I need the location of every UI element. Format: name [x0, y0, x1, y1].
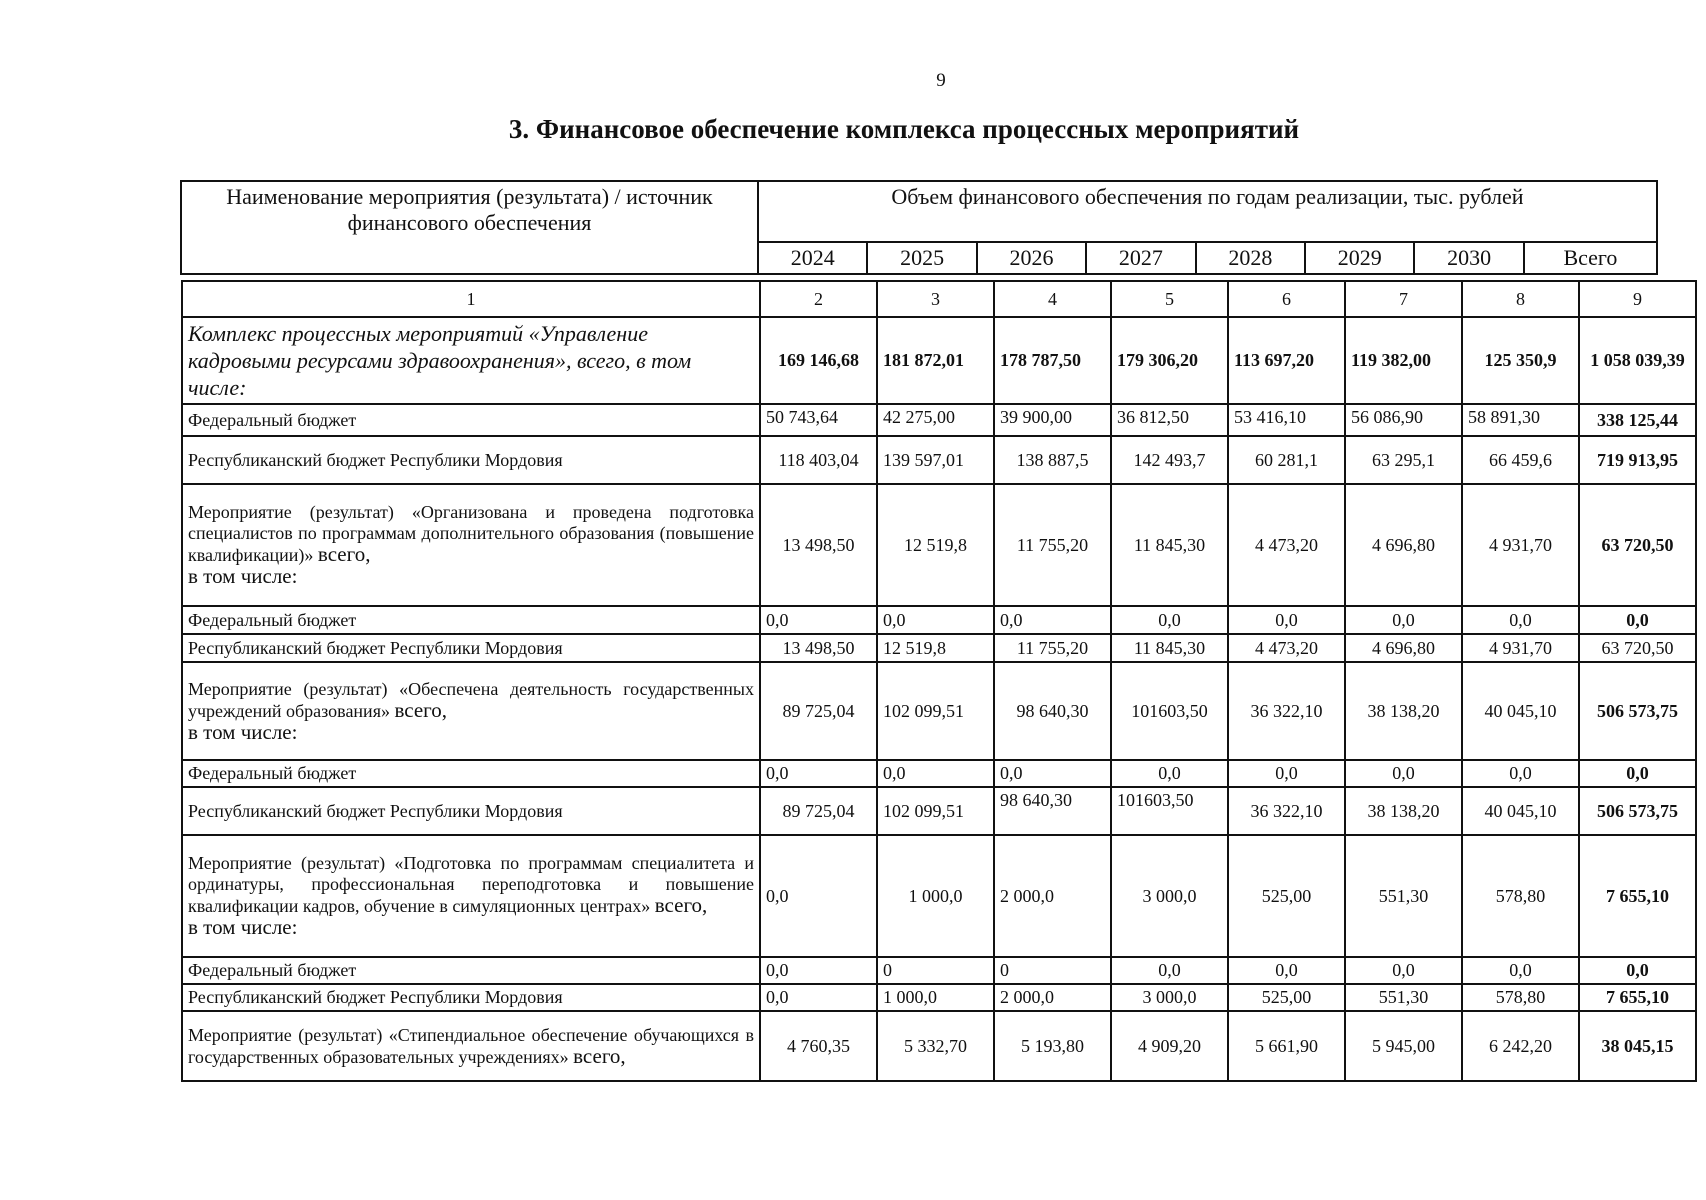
value-cell: 119 382,00: [1345, 317, 1462, 404]
value-cell: 0: [877, 957, 994, 984]
value-cell: 719 913,95: [1579, 436, 1696, 484]
value-cell: 102 099,51: [877, 787, 994, 835]
value-cell: 1 058 039,39: [1579, 317, 1696, 404]
value-cell: 13 498,50: [760, 634, 877, 662]
value-cell: 38 138,20: [1345, 662, 1462, 760]
source-name: Республиканский бюджет Республики Мордовия: [182, 634, 760, 662]
value-cell: 578,80: [1462, 835, 1579, 957]
table-row: [182, 984, 1696, 1011]
value-cell: 338 125,44: [1579, 404, 1696, 436]
value-cell: 0,0: [760, 957, 877, 984]
value-cell: 63 295,1: [1345, 436, 1462, 484]
value-cell: 89 725,04: [760, 662, 877, 760]
value-cell: 179 306,20: [1111, 317, 1228, 404]
table-row: [182, 436, 1696, 484]
value-cell: 36 322,10: [1228, 787, 1345, 835]
table-row: [182, 606, 1696, 634]
value-cell: 0,0: [1462, 957, 1579, 984]
table-header: [180, 180, 1658, 275]
finance-table: [181, 280, 1697, 1082]
column-number: 9: [1579, 281, 1696, 317]
table-row: [182, 835, 1696, 957]
value-cell: 4 473,20: [1228, 484, 1345, 606]
value-cell: 118 403,04: [760, 436, 877, 484]
value-cell: 11 845,30: [1111, 484, 1228, 606]
header-year: 2027: [1086, 242, 1195, 274]
column-number: 2: [760, 281, 877, 317]
value-cell: 578,80: [1462, 984, 1579, 1011]
value-cell: 38 138,20: [1345, 787, 1462, 835]
value-cell: 0,0: [1345, 760, 1462, 787]
header-name-column: Наименование мероприятия (результата) / источник финансового обеспечения: [181, 181, 758, 274]
activity-including-label: в том числе:: [188, 719, 298, 744]
value-cell: 139 597,01: [877, 436, 994, 484]
header-year: 2029: [1305, 242, 1414, 274]
value-cell: 50 743,64: [760, 404, 877, 436]
value-cell: 1 000,0: [877, 835, 994, 957]
value-cell: 0,0: [1345, 606, 1462, 634]
value-cell: 2 000,0: [994, 984, 1111, 1011]
value-cell: 4 696,80: [1345, 484, 1462, 606]
header-year: 2030: [1414, 242, 1523, 274]
complex-name: Комплекс процессных мероприятий «Управление кадровыми ресурсами здравоохранения», всего, в том числе:: [182, 317, 760, 404]
activity-total-label: всего,: [394, 697, 448, 722]
value-cell: 63 720,50: [1579, 634, 1696, 662]
value-cell: 0,0: [1345, 957, 1462, 984]
value-cell: 53 416,10: [1228, 404, 1345, 436]
value-cell: 0,0: [1111, 606, 1228, 634]
value-cell: 66 459,6: [1462, 436, 1579, 484]
value-cell: 0,0: [1579, 606, 1696, 634]
header-volume: Объем финансового обеспечения по годам реализации, тыс. рублей: [758, 181, 1657, 242]
value-cell: 4 931,70: [1462, 484, 1579, 606]
source-name: Федеральный бюджет: [182, 404, 760, 436]
value-cell: 0,0: [1228, 957, 1345, 984]
column-number: 7: [1345, 281, 1462, 317]
value-cell: 4 909,20: [1111, 1011, 1228, 1081]
value-cell: 3 000,0: [1111, 984, 1228, 1011]
value-cell: 551,30: [1345, 984, 1462, 1011]
column-number: 6: [1228, 281, 1345, 317]
value-cell: 4 760,35: [760, 1011, 877, 1081]
source-name: Республиканский бюджет Республики Мордовия: [182, 984, 760, 1011]
value-cell: 142 493,7: [1111, 436, 1228, 484]
header-year: 2026: [977, 242, 1086, 274]
value-cell: 63 720,50: [1579, 484, 1696, 606]
activity-including-label: в том числе:: [188, 564, 298, 588]
header-year: 2025: [867, 242, 976, 274]
value-cell: 40 045,10: [1462, 787, 1579, 835]
value-cell: 6 242,20: [1462, 1011, 1579, 1081]
value-cell: 56 086,90: [1345, 404, 1462, 436]
activity-title: Мероприятие (результат) «Стипендиальное обеспечение обучающихся в государственных образовательных учреждениях»: [188, 1024, 754, 1067]
table-row: [182, 484, 1696, 606]
header-year: 2028: [1196, 242, 1305, 274]
value-cell: 506 573,75: [1579, 787, 1696, 835]
activity-title: Мероприятие (результат) «Обеспечена деятельность государственных учреждений образования»: [188, 678, 754, 721]
value-cell: 102 099,51: [877, 662, 994, 760]
value-cell: 0,0: [1228, 606, 1345, 634]
value-cell: 11 845,30: [1111, 634, 1228, 662]
value-cell: 98 640,30: [994, 787, 1111, 835]
value-cell: 125 350,9: [1462, 317, 1579, 404]
table-row: [182, 1011, 1696, 1081]
source-name: Федеральный бюджет: [182, 760, 760, 787]
column-number: 5: [1111, 281, 1228, 317]
value-cell: 36 812,50: [1111, 404, 1228, 436]
activity-name: [182, 835, 760, 957]
value-cell: 0: [994, 957, 1111, 984]
value-cell: 0,0: [760, 984, 877, 1011]
table-row: [182, 760, 1696, 787]
value-cell: 0,0: [1228, 760, 1345, 787]
activity-including-label: в том числе:: [188, 915, 298, 939]
value-cell: 11 755,20: [994, 634, 1111, 662]
value-cell: 113 697,20: [1228, 317, 1345, 404]
value-cell: 0,0: [877, 606, 994, 634]
value-cell: 0,0: [760, 760, 877, 787]
value-cell: 98 640,30: [994, 662, 1111, 760]
value-cell: 0,0: [877, 760, 994, 787]
source-name: Федеральный бюджет: [182, 957, 760, 984]
value-cell: 12 519,8: [877, 484, 994, 606]
value-cell: 0,0: [1579, 957, 1696, 984]
value-cell: 525,00: [1228, 835, 1345, 957]
column-number: 3: [877, 281, 994, 317]
header-year: 2024: [758, 242, 867, 274]
value-cell: 60 281,1: [1228, 436, 1345, 484]
activity-total-label: всего,: [654, 893, 708, 917]
value-cell: 2 000,0: [994, 835, 1111, 957]
value-cell: 39 900,00: [994, 404, 1111, 436]
value-cell: 4 696,80: [1345, 634, 1462, 662]
value-cell: 7 655,10: [1579, 835, 1696, 957]
value-cell: 138 887,5: [994, 436, 1111, 484]
column-numbers-row: [182, 281, 1696, 317]
table-row: [182, 662, 1696, 760]
value-cell: 0,0: [1579, 760, 1696, 787]
value-cell: 4 473,20: [1228, 634, 1345, 662]
value-cell: 58 891,30: [1462, 404, 1579, 436]
value-cell: 169 146,68: [760, 317, 877, 404]
value-cell: 0,0: [760, 835, 877, 957]
value-cell: 0,0: [994, 760, 1111, 787]
header-total: Всего: [1524, 242, 1657, 274]
value-cell: 4 931,70: [1462, 634, 1579, 662]
source-name: Федеральный бюджет: [182, 606, 760, 634]
value-cell: 40 045,10: [1462, 662, 1579, 760]
value-cell: 0,0: [1462, 760, 1579, 787]
value-cell: 178 787,50: [994, 317, 1111, 404]
table-row: [182, 404, 1696, 436]
value-cell: 11 755,20: [994, 484, 1111, 606]
value-cell: 7 655,10: [1579, 984, 1696, 1011]
value-cell: 0,0: [1462, 606, 1579, 634]
page-number: 9: [936, 70, 946, 91]
source-name: Республиканский бюджет Республики Мордовия: [182, 436, 760, 484]
value-cell: 0,0: [1111, 957, 1228, 984]
table-row: [182, 957, 1696, 984]
source-name: Республиканский бюджет Республики Мордовия: [182, 787, 760, 835]
value-cell: 3 000,0: [1111, 835, 1228, 957]
value-cell: 5 945,00: [1345, 1011, 1462, 1081]
value-cell: 5 661,90: [1228, 1011, 1345, 1081]
activity-name: [182, 662, 760, 760]
value-cell: 0,0: [994, 606, 1111, 634]
column-number: 1: [182, 281, 760, 317]
section-title: 3. Финансовое обеспечение комплекса процессных мероприятий: [508, 114, 1300, 144]
value-cell: 42 275,00: [877, 404, 994, 436]
value-cell: 89 725,04: [760, 787, 877, 835]
activity-title: Мероприятие (результат) «Подготовка по программам специалитета и ординатуры, профессиональная переподготовка и повышение квалификации кадров, обучение в симуляционных центрах»: [188, 853, 754, 916]
activity-total-label: всего,: [573, 1043, 626, 1068]
value-cell: 38 045,15: [1579, 1011, 1696, 1081]
value-cell: 0,0: [1111, 760, 1228, 787]
value-cell: 1 000,0: [877, 984, 994, 1011]
value-cell: 525,00: [1228, 984, 1345, 1011]
value-cell: 0,0: [760, 606, 877, 634]
value-cell: 5 332,70: [877, 1011, 994, 1081]
table-row: [182, 787, 1696, 835]
table-row: [182, 634, 1696, 662]
value-cell: 181 872,01: [877, 317, 994, 404]
value-cell: 506 573,75: [1579, 662, 1696, 760]
table-row: [182, 317, 1696, 404]
column-number: 8: [1462, 281, 1579, 317]
value-cell: 101603,50: [1111, 787, 1228, 835]
value-cell: 551,30: [1345, 835, 1462, 957]
activity-name: [182, 484, 760, 606]
value-cell: 12 519,8: [877, 634, 994, 662]
activity-title: Мероприятие (результат) «Организована и проведена подготовка специалистов по программам дополнительного образования (повышение квалификации)»: [188, 502, 754, 565]
activity-total-label: всего,: [317, 542, 371, 566]
value-cell: 5 193,80: [994, 1011, 1111, 1081]
column-number: 4: [994, 281, 1111, 317]
value-cell: 13 498,50: [760, 484, 877, 606]
activity-name: [182, 1011, 760, 1081]
value-cell: 36 322,10: [1228, 662, 1345, 760]
value-cell: 101603,50: [1111, 662, 1228, 760]
